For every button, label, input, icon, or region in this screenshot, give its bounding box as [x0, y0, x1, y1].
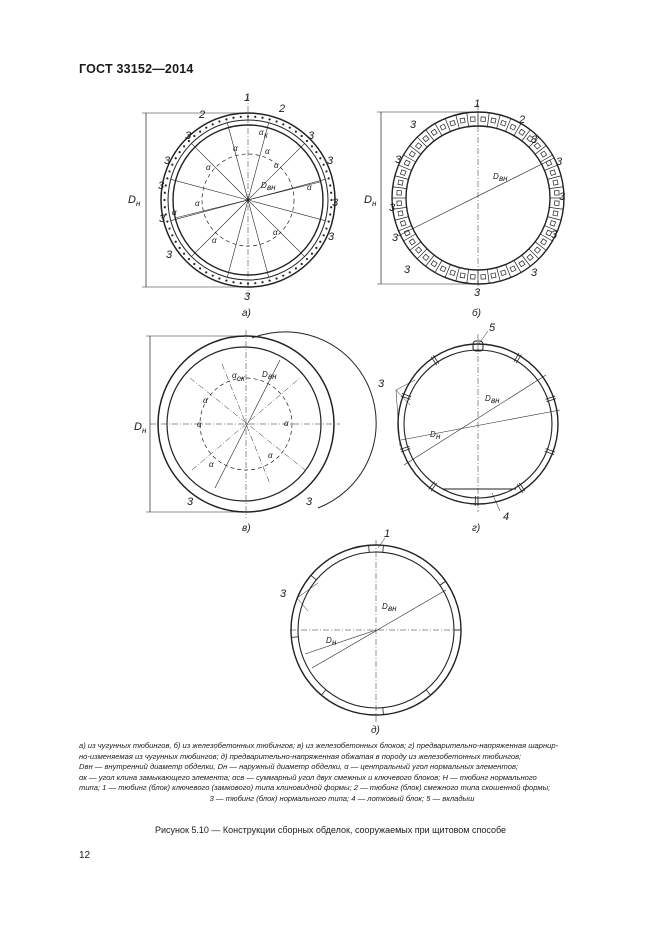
panel-d [290, 538, 462, 722]
figure-legend [79, 741, 605, 805]
a-num-3: 3 [166, 249, 173, 261]
b-num-3: 3 [392, 232, 399, 244]
a-num-3-bottom: 3 [244, 291, 251, 303]
a-num-1: 1 [244, 92, 251, 104]
a-num-3: 3 [158, 180, 165, 192]
page-number: 12 [79, 850, 91, 861]
b-num-3: 3 [410, 119, 417, 131]
a-alpha: α [195, 199, 200, 208]
d-dvn-label: D [382, 602, 388, 611]
v-num-3: 3 [187, 496, 194, 508]
v-num-3: 3 [306, 496, 313, 508]
g-dvn-label: D [485, 394, 491, 403]
v-dvn-sub: вн [268, 372, 277, 381]
v-alpha-sk: α [232, 371, 237, 380]
g-num-5: 5 [489, 322, 496, 334]
legend-line: αк — угол клина замыкающего элемента; αсв — суммарный угол двух смежных и ключевого блоков; H — тюбинг нормального [79, 772, 537, 782]
a-alpha: α [273, 228, 278, 237]
legend-line: а) из чугунных тюбингов, б) из железобетонных тюбингов; в) из железобетонных блоков; г) предварительно-напряженная шарнир- [79, 741, 559, 750]
a-num-2-left: 2 [199, 109, 206, 121]
a-num-2-right: 2 [279, 103, 286, 115]
v-dvn-label: D [262, 370, 268, 379]
a-alpha: α [265, 147, 270, 156]
a-alpha: α [212, 236, 217, 245]
legend-line: но-изменяемая из чугунных тюбингов; д) предварительно-напряженная обжатая в породу из железобетонных тюбингов; [79, 751, 522, 761]
figure-title: Рисунок 5.10 — Конструкции сборных обделок, сооружаемых при щитовом способе [154, 825, 507, 835]
a-num-3: 3 [164, 155, 171, 167]
legend-line: типа; 1 — тюбинг (блок) ключевого (замкового) типа клиновидной формы; 2 — тюбинг (блок) смежного типа скошенной формы; [79, 783, 551, 793]
g-dn-sub: н [436, 432, 441, 441]
v-alpha: α [203, 396, 208, 405]
legend-line: Dвн — внутренний диаметр обделки, Dн — наружный диаметр обделки, α — центральный угол нормальных элементов; [79, 762, 519, 772]
v-alpha: α [209, 460, 214, 469]
v-alpha-sk-sub: ск [237, 374, 245, 383]
document-header: ГОСТ 33152—2014 [79, 62, 194, 76]
a-num-3: 3 [159, 213, 166, 225]
a-alpha-k-sub: к [264, 131, 268, 140]
legend-line: 3 — тюбинг (блок) нормального типа; 4 — лотковый блок; 5 — вкладыш [209, 793, 475, 803]
a-num-3: 3 [185, 130, 192, 142]
b-dn-sub: н [372, 199, 377, 208]
panel-g [396, 331, 560, 512]
b-num-3: 3 [395, 154, 402, 166]
v-dn-label: D [134, 421, 142, 433]
b-dn-label: D [364, 194, 372, 206]
panel-v [146, 330, 376, 518]
d-panel-label: д) [371, 725, 380, 736]
b-num-2: 2 [519, 114, 526, 126]
a-dvn-sub: вн [267, 183, 276, 192]
d-num-1: 1 [384, 528, 391, 540]
v-alpha: α [284, 419, 289, 428]
panel-a [142, 95, 335, 295]
d-dn-sub: н [332, 638, 337, 647]
a-num-3: 3 [308, 130, 315, 142]
b-num-3: 3 [404, 264, 411, 276]
v-dn-sub: н [142, 426, 147, 435]
g-dvn-sub: вн [491, 396, 500, 405]
a-alpha: α [206, 163, 211, 172]
d-num-3: 3 [280, 588, 287, 600]
d-dvn-sub: вн [388, 604, 397, 613]
b-dvn-sub: вн [499, 174, 508, 183]
a-alpha: α [233, 144, 238, 153]
b-num-3-bottom: 3 [474, 287, 481, 299]
a-alpha: α [274, 161, 279, 170]
b-panel-label: б) [472, 308, 481, 319]
b-num-3: 3 [551, 229, 558, 241]
b-num-3: 3 [389, 202, 396, 214]
a-num-3: 3 [327, 155, 334, 167]
v-panel-label: в) [242, 523, 251, 534]
a-alpha: α [172, 208, 177, 217]
a-alpha: α [307, 183, 312, 192]
a-dn-sub: н [136, 199, 141, 208]
a-dvn-label: D [261, 181, 267, 190]
g-num-4: 4 [503, 511, 510, 523]
b-num-3: 3 [531, 134, 538, 146]
a-dn-label: D [128, 194, 136, 206]
v-alpha: α [197, 420, 202, 429]
g-panel-label: г) [472, 523, 481, 534]
b-num-1: 1 [474, 98, 481, 110]
v-alpha: α [268, 451, 273, 460]
b-num-3: 3 [556, 156, 563, 168]
g-num-3: 3 [378, 378, 385, 390]
b-num-3: 3 [531, 267, 538, 279]
d-dn-label: D [326, 636, 332, 645]
a-panel-label: а) [242, 308, 251, 319]
b-dvn-label: D [493, 172, 499, 181]
a-num-3: 3 [328, 231, 335, 243]
panel-b-labels [364, 98, 566, 319]
g-dn-label: D [430, 430, 436, 439]
a-alpha-k: α [259, 128, 264, 137]
b-num-3: 3 [559, 191, 566, 203]
a-num-3: 3 [332, 197, 339, 209]
